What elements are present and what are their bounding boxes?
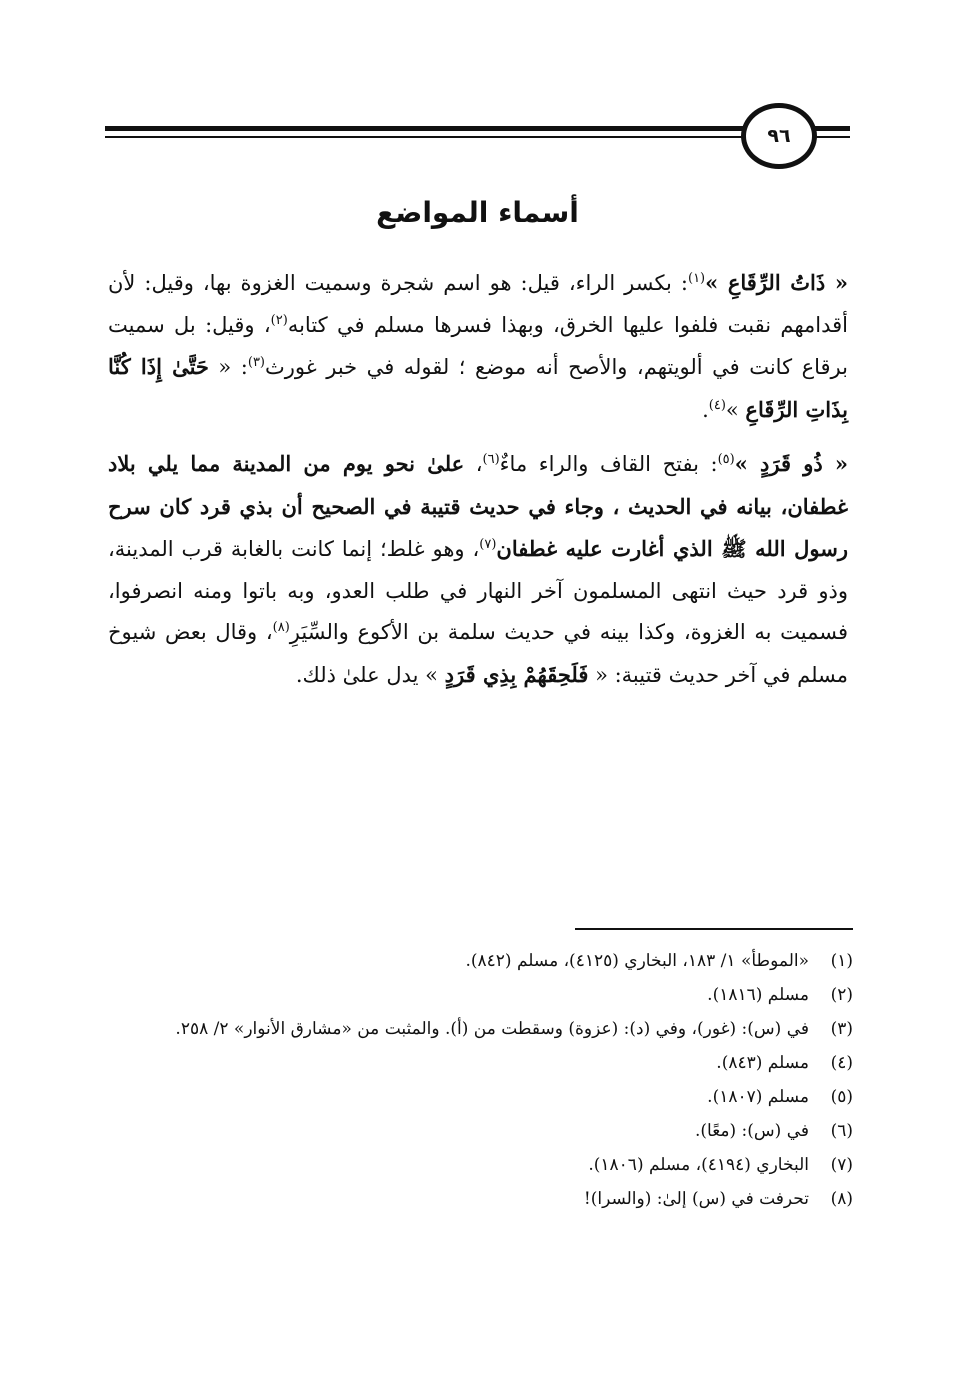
footnote-number: (٧)	[830, 1155, 853, 1175]
paragraph1-text4: »	[725, 397, 746, 422]
footnote-text: تحرفت في (س) إلىٰ: (والسرا)!	[583, 1189, 809, 1209]
main-text	[108, 262, 848, 696]
footnote-text: البخاري (٤١٩٤)، مسلم (١٨٠٦).	[588, 1155, 809, 1175]
footnote-number: (٢)	[830, 985, 853, 1005]
page-number: ٩٦	[767, 125, 791, 147]
footnote-ref-7: (٧)	[479, 537, 497, 552]
footnote-number: (٤)	[830, 1053, 853, 1073]
paragraph1-text2: ، وقيل: بل سميت برقاع كانت في ألويتهم، والأصح أنه موضع ؛ لقوله في خبر غورث	[108, 312, 848, 379]
paragraph-dhu-qarad	[108, 443, 848, 696]
footnote-5	[108, 1080, 853, 1114]
footnote-2	[108, 978, 853, 1012]
footnote-number: (٨)	[830, 1189, 853, 1209]
footnote-8	[108, 1182, 853, 1216]
footnote-6	[108, 1114, 853, 1148]
header-rule-thick	[105, 126, 850, 131]
paragraph2-text4: ، وقال بعض شيوخ مسلم في آخر حديث قتيبة: «	[108, 620, 848, 687]
footnote-ref-4: (٤)	[708, 397, 726, 413]
hadith-quote-2: فَلَحِقَهُمْ بِذِي قَرَدٍ	[444, 661, 589, 687]
footnotes	[108, 944, 853, 1216]
footnote-ref-3: (٣)	[247, 355, 265, 370]
term-dhu-qarad: « ذُو قَرَدٍ »	[734, 451, 849, 476]
paragraph2-text3: ، وهو غلط؛ إنما كانت بالغابة قرب المدينة، وذو قرد حيث انتهى المسلمون آخر النهار في طلب العدو، وبه باتوا ومنه انصرفوا، فسميت به الغزوة، وكذا بينه في حديث سلمة بن الأكوع والسِّيَرِ	[108, 537, 848, 644]
paragraph2-text2: ،	[464, 452, 483, 476]
hadith-quote-1: حَتَّىٰ إِذَا كُنَّا بِذَاتِ الرِّقَاعِ	[108, 354, 848, 422]
footnote-ref-6: (٦)	[482, 452, 500, 467]
paragraph2-bold-text: علىٰ نحو يوم من المدينة مما يلي بلاد غطفان، بيانه في الحديث ، وجاء في حديث قتيبة في الصحيح أن بذي قرد كان سرح رسول الله ﷺ الذي أغارت عليه غطفان	[108, 451, 848, 561]
footnote-number: (٣)	[830, 1019, 853, 1039]
footnote-number: (١)	[830, 951, 853, 971]
paragraph1-text1: : بكسر الراء، قيل: هو اسم شجرة وسميت الغزوة بها، وقيل: لأن أقدامهم نقبت فلفوا عليها الخرق، وبهذا فسرها مسلم في كتابه	[108, 271, 848, 337]
footnote-ref-1: (١)	[687, 271, 706, 286]
term-dhat-al-riqa: « ذَاتُ الرِّقَاعِ »	[705, 270, 848, 295]
footnote-3	[108, 1012, 853, 1046]
footnote-1	[108, 944, 853, 978]
paragraph-dhat-al-riqa	[108, 262, 848, 431]
footnote-text: في (س): (غور)، وفي (د): (عزوة) وسقطت من (أ). والمثبت من «مشارق الأنوار» ٢/ ٢٥٨.	[175, 1019, 809, 1039]
footnote-7	[108, 1148, 853, 1182]
page-title: أسماء المواضع	[376, 196, 579, 229]
footnote-text: في (س): (معًا).	[694, 1121, 809, 1141]
footnote-text: مسلم (٨٤٣).	[716, 1053, 809, 1073]
paragraph1-text3: : «	[208, 355, 248, 379]
footnote-ref-5: (٥)	[717, 452, 735, 467]
footnote-text: «الموطأ» ١/ ١٨٣، البخاري (٤١٢٥)، مسلم (٨٤٢).	[465, 951, 809, 971]
footnote-number: (٥)	[830, 1087, 853, 1107]
footnote-text: مسلم (١٨٠٧).	[707, 1087, 809, 1107]
footnote-text: مسلم (١٨١٦).	[707, 985, 809, 1005]
header-rule-thin	[105, 136, 850, 138]
page-number-badge	[741, 103, 817, 169]
paragraph2-text5: » يدل علىٰ ذلك.	[295, 662, 445, 687]
footnote-ref-8: (٨)	[272, 620, 290, 635]
paragraph1-text5: .	[702, 397, 709, 422]
footnote-number: (٦)	[830, 1121, 853, 1141]
footnote-ref-2: (٢)	[270, 312, 288, 328]
footnote-4	[108, 1046, 853, 1080]
paragraph2-text1: : بفتح القاف والراء ماءٌ	[499, 452, 718, 476]
footnote-separator	[575, 928, 853, 930]
